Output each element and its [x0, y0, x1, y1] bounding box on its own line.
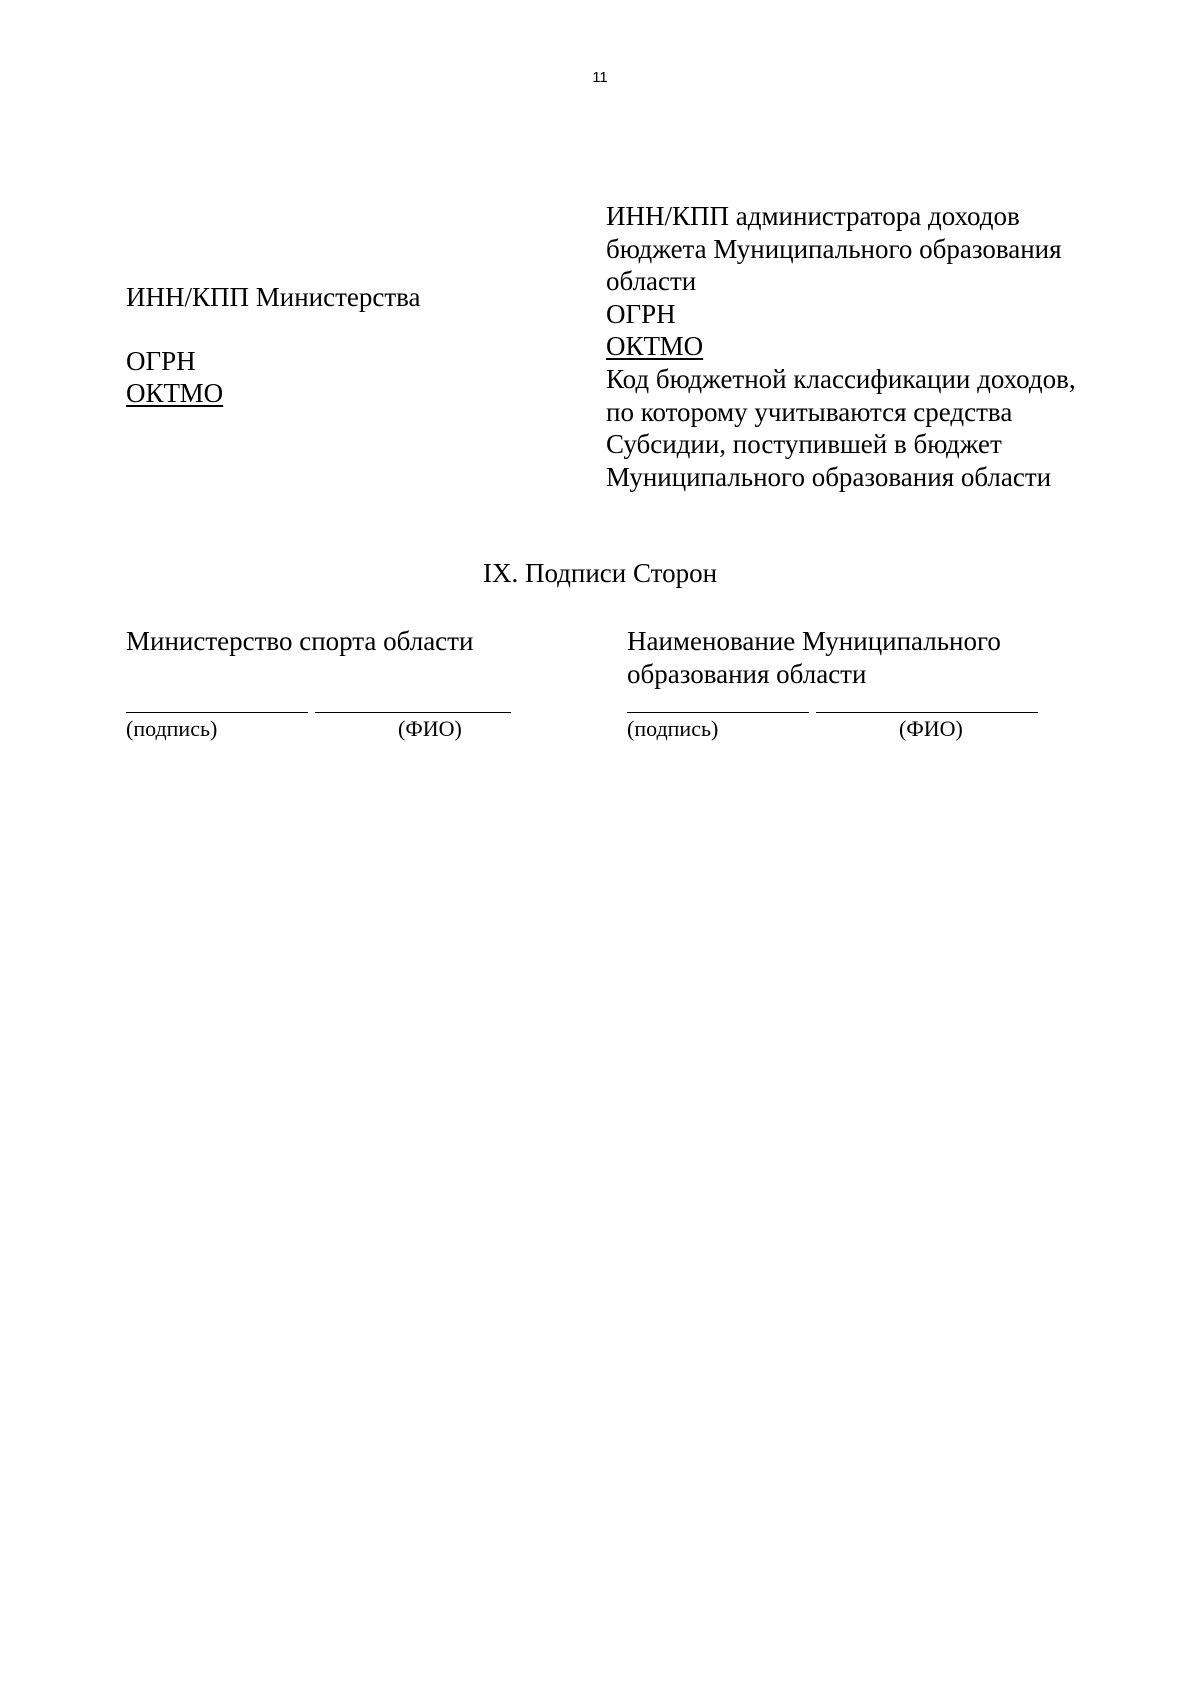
full-name-line: [816, 712, 1038, 713]
party-name-line: Министерство спорта области: [126, 626, 474, 656]
ministry-inn-kpp-label: ИНН/КПП Министерства: [126, 282, 421, 312]
budget-code-line: Субсидии, поступившей в бюджет: [606, 429, 1002, 460]
full-name-line: [315, 712, 511, 713]
section-heading: IX. Подписи Сторон: [482, 558, 718, 588]
spacer: [126, 313, 421, 345]
right-signature-block: [627, 712, 1047, 748]
party-name-line: Наименование Муниципального: [627, 626, 1001, 656]
left-party-name: [126, 625, 473, 658]
full-name-caption: (ФИО): [398, 716, 462, 741]
municipality-inn-kpp-line: ИНН/КПП администратора доходов: [606, 201, 1020, 231]
ministry-oktmo-label: ОКТМО: [126, 378, 224, 408]
signature-line: [627, 712, 809, 713]
municipality-oktmo-label: ОКТМО: [606, 331, 704, 362]
municipality-inn-kpp-line: бюджета Муниципального образования: [606, 233, 1062, 264]
budget-code-line: Муниципального образования области: [606, 461, 1052, 492]
budget-code-line: по которому учитываются средства: [606, 396, 1013, 427]
ministry-ogrn-label: ОГРН: [126, 346, 196, 376]
full-name-caption: (ФИО): [899, 716, 963, 741]
signature-caption: (подпись): [126, 716, 218, 741]
municipality-requisites: [606, 200, 1146, 493]
municipality-ogrn-label: ОГРН: [606, 298, 676, 329]
right-party-name: [627, 625, 1001, 690]
signature-caption: (подпись): [627, 716, 719, 741]
left-signature-block: [126, 712, 526, 748]
ministry-requisites: [126, 281, 421, 409]
municipality-inn-kpp-line: области: [606, 266, 697, 297]
party-name-line: образования области: [627, 658, 867, 689]
budget-code-line: Код бюджетной классификации доходов,: [606, 363, 1076, 394]
page-number: 11: [592, 69, 608, 86]
signature-line: [126, 712, 308, 713]
